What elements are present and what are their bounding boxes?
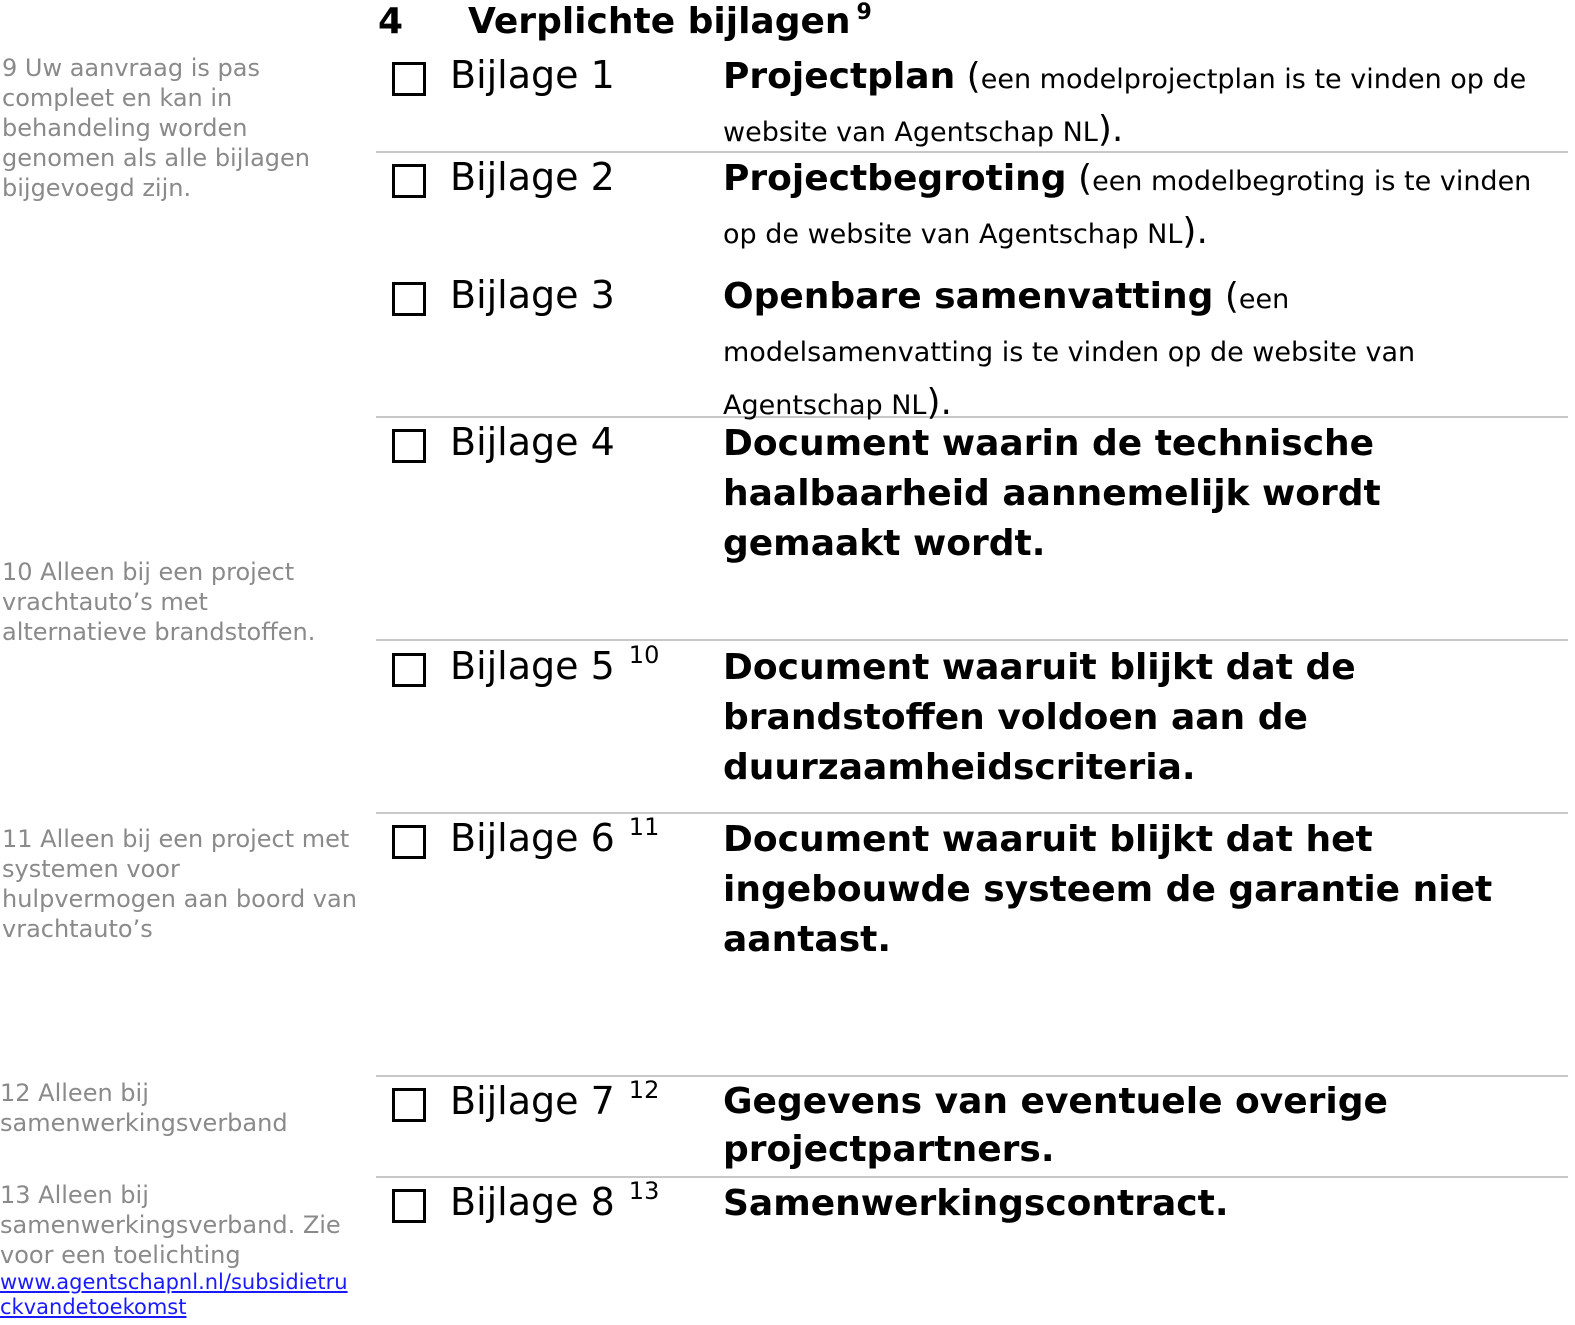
bijlage-2-label xyxy=(450,154,615,200)
bijlage-8-checkbox[interactable] xyxy=(392,1189,426,1223)
bijlage-3-detail: een modelsamenvatting is te vinden op de website van Agentschap NL xyxy=(723,284,1416,421)
bijlage-8-description xyxy=(723,1179,1563,1229)
bijlage-2-detail: een modelbegroting is te vinden op de website van Agentschap NL xyxy=(723,166,1532,250)
agentschap-link[interactable]: www.agentschapnl.nl/subsidietruckvandetoekomst xyxy=(0,1270,348,1319)
footnote-11: 11 Alleen bij een project met systemen voor hulpvermogen aan boord van vrachtauto’s xyxy=(2,825,357,943)
heading-footnote-ref: 9 xyxy=(856,0,872,25)
bijlage-4-checkbox[interactable] xyxy=(392,429,426,463)
divider xyxy=(376,812,1568,814)
bijlage-2-label-text: Bijlage 2 xyxy=(450,155,615,199)
divider xyxy=(376,1176,1568,1178)
bijlage-3-title: Openbare samenvatting xyxy=(723,276,1214,317)
bijlage-4-label-text: Bijlage 4 xyxy=(450,420,615,464)
bijlage-1-detail: een modelprojectplan is te vinden op de website van Agentschap NL xyxy=(723,64,1527,148)
bijlage-5-label xyxy=(450,643,659,694)
bijlage-6-title: Document waaruit blijkt dat het ingebouwde systeem de garantie niet aantast. xyxy=(723,819,1493,960)
section-title-text: Verplichte bijlagen xyxy=(468,1,851,42)
bijlage-8-label-text: Bijlage 8 xyxy=(450,1180,615,1224)
bijlage-8-footnote-ref: 13 xyxy=(628,1177,660,1205)
footnote-10: 10 Alleen bij een project vrachtauto’s met alternatieve brandstoffen. xyxy=(2,558,316,646)
bijlage-7-footnote-ref: 12 xyxy=(628,1076,660,1104)
bijlage-2-title: Projectbegroting xyxy=(723,158,1067,199)
bijlage-3-checkbox[interactable] xyxy=(392,282,426,316)
bijlage-7-label-text: Bijlage 7 xyxy=(450,1079,615,1123)
bijlage-1-checkbox[interactable] xyxy=(392,62,426,96)
bijlage-1-label-text: Bijlage 1 xyxy=(450,53,615,97)
bijlage-1-title: Projectplan xyxy=(723,56,956,97)
footnote-9: 9 Uw aanvraag is pas compleet en kan in behandeling worden genomen als alle bijlagen bijgevoegd zijn. xyxy=(2,54,310,202)
footnote-12: 12 Alleen bij samenwerkingsverband xyxy=(0,1079,288,1137)
bijlage-6-description xyxy=(723,815,1553,965)
bijlage-7-label xyxy=(450,1078,659,1129)
bijlage-7-title: Gegevens van eventuele overige projectpartners. xyxy=(723,1081,1388,1170)
bijlage-4-title: Document waarin de technische haalbaarheid aannemelijk wordt gemaakt wordt. xyxy=(723,423,1381,564)
bijlage-2-checkbox[interactable] xyxy=(392,164,426,198)
bijlage-6-footnote-ref: 11 xyxy=(628,813,660,841)
bijlage-2-description: Projectbegroting (een modelbegroting is te vinden op de website van Agentschap NL). xyxy=(723,158,1532,252)
bijlage-3-label-text: Bijlage 3 xyxy=(450,273,615,317)
bijlage-5-title: Document waaruit blijkt dat de brandstoffen voldoen aan de duurzaamheidscriteria. xyxy=(723,647,1356,788)
bijlage-5-checkbox[interactable] xyxy=(392,653,426,687)
bijlage-4-description xyxy=(723,419,1443,569)
divider xyxy=(376,639,1568,641)
bijlage-5-footnote-ref: 10 xyxy=(628,641,660,669)
footnote-13 xyxy=(0,1180,358,1320)
footnote-13-text: 13 Alleen bij samenwerkingsverband. Zie voor een toelichting xyxy=(0,1181,341,1269)
bijlage-4-label xyxy=(450,419,615,465)
bijlage-8-title: Samenwerkingscontract. xyxy=(723,1183,1229,1224)
bijlage-6-label xyxy=(450,815,659,866)
bijlage-6-checkbox[interactable] xyxy=(392,825,426,859)
bijlage-1-label xyxy=(450,52,615,98)
bijlage-6-label-text: Bijlage 6 xyxy=(450,816,615,860)
bijlage-1-description: Projectplan (een modelprojectplan is te vinden op de website van Agentschap NL). xyxy=(723,56,1527,150)
divider xyxy=(376,1075,1568,1077)
bijlage-7-checkbox[interactable] xyxy=(392,1088,426,1122)
bijlage-5-description xyxy=(723,643,1443,793)
section-number: 4 xyxy=(378,1,404,42)
bijlage-3-label xyxy=(450,272,615,318)
bijlage-8-label xyxy=(450,1179,659,1230)
bijlage-7-description xyxy=(723,1078,1443,1174)
bijlage-5-label-text: Bijlage 5 xyxy=(450,644,615,688)
section-title xyxy=(468,0,872,49)
bijlage-3-description: Openbare samenvatting (een modelsamenvatting is te vinden op de website van Agentschap NL). xyxy=(723,276,1416,423)
